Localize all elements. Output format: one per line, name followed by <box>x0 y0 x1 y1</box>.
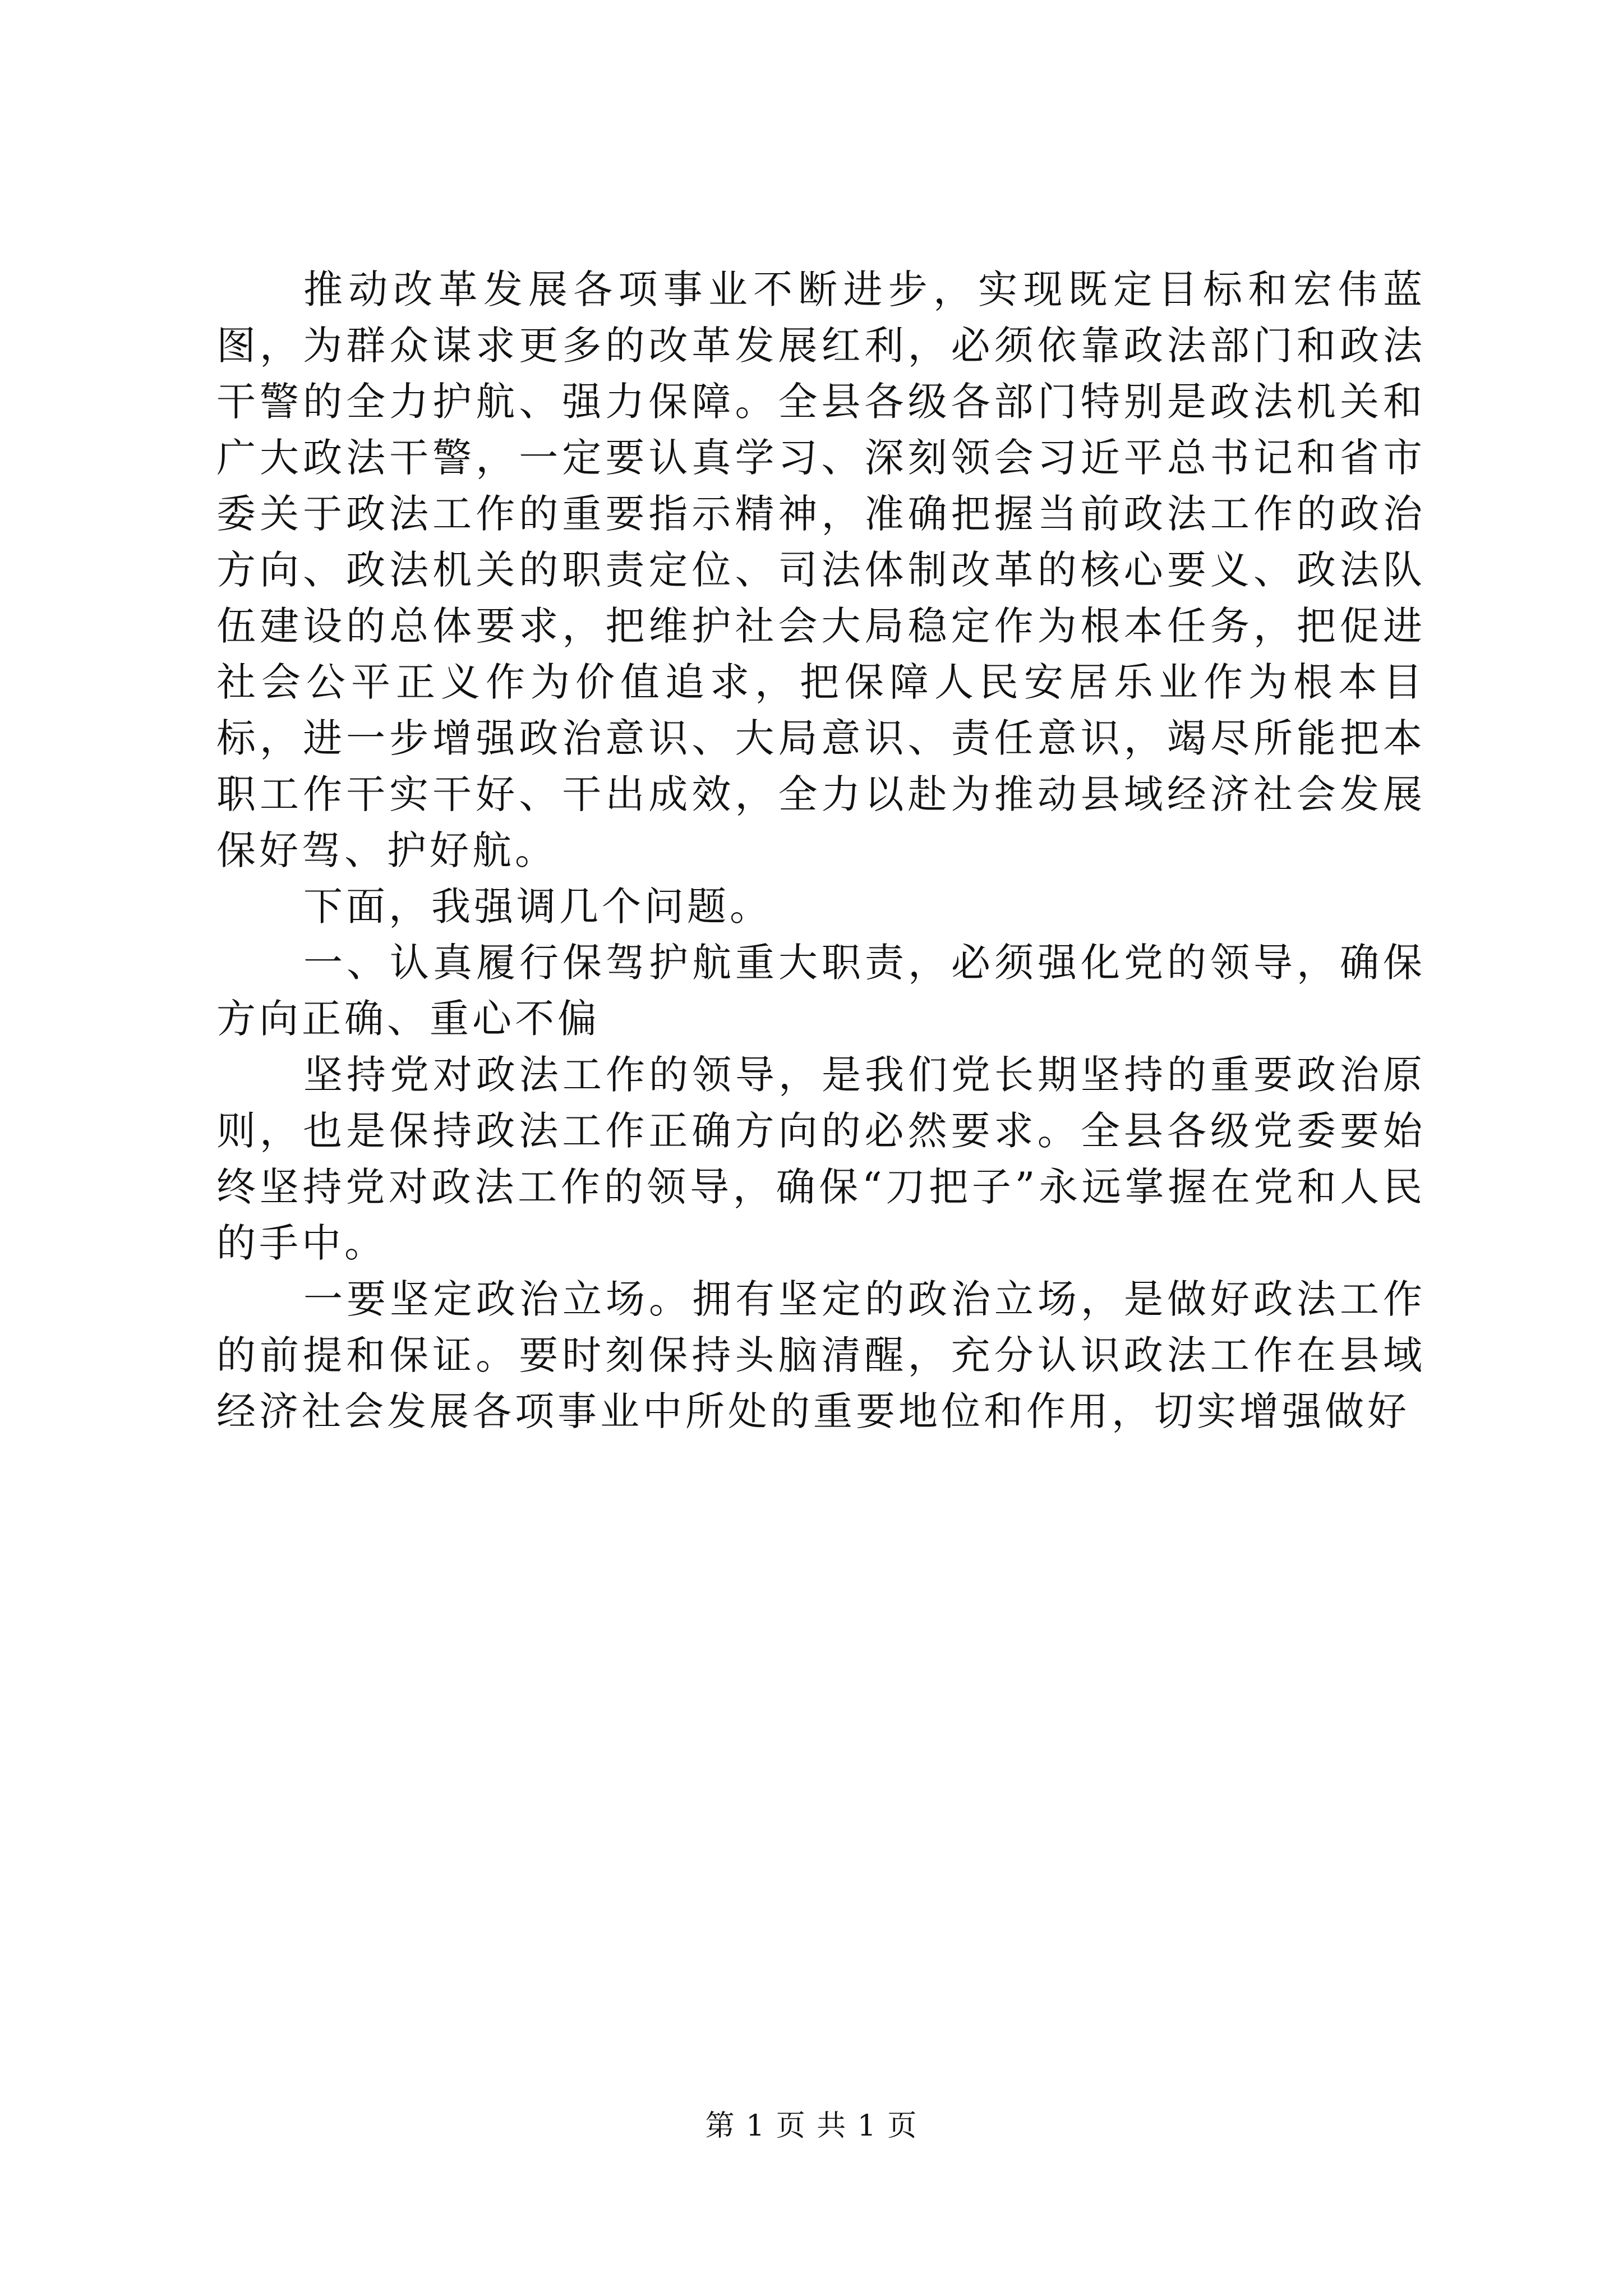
page-footer: 第 1 页 共 1 页 <box>705 2109 918 2143</box>
paragraph-political-stance: 一要坚定政治立场。拥有坚定的政治立场，是做好政法工作的前提和保证。要时刻保持头脑清醒，充分认识政法工作在县域经济社会发展各项事业中所处的重要地位和作用，切实增强做好 <box>216 1276 1426 1434</box>
paragraph-intro: 推动改革发展各项事业不断进步，实现既定目标和宏伟蓝图，为群众谋求更多的改革发展红利，必须依靠政法部门和政法干警的全力护航、强力保障。全县各级各部门特别是政法机关和广大政法干警，一定要认真学习、深刻领会习近平总书记和省市委关于政法工作的重要指示精神，准确把握当前政法工作的政治方向、政法机关的职责定位、司法体制改革的核心要义、政法队伍建设的总体要求，把维护社会大局稳定作为根本任务，把促进社会公平正义作为价值追求，把保障人民安居乐业作为根本目标，进一步增强政治意识、大局意识、责任意识，竭尽所能把本职工作干实干好、干出成效，全力以赴为推动县域经济社会发展保好驾、护好航。 <box>216 266 1426 873</box>
document-body <box>216 261 1426 1439</box>
paragraph-party-leadership: 坚持党对政法工作的领导，是我们党长期坚持的重要政治原则，也是保持政法工作正确方向的必然要求。全县各级党委要始终坚持党对政法工作的领导，确保“刀把子”永远掌握在党和人民的手中。 <box>216 1052 1426 1266</box>
paragraph-transition: 下面，我强调几个问题。 <box>303 884 772 930</box>
section-heading-1: 一、认真履行保驾护航重大职责，必须强化党的领导，确保方向正确、重心不偏 <box>216 940 1426 1042</box>
